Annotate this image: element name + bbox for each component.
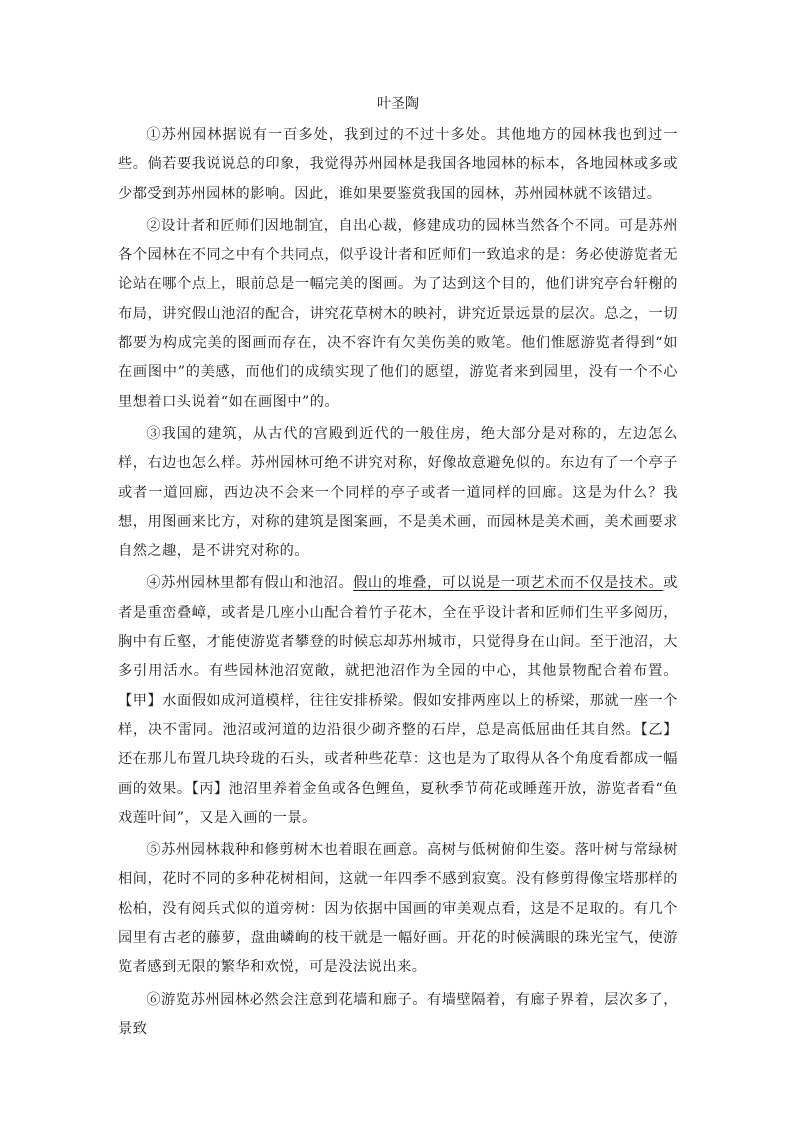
author-name: 叶圣陶 <box>377 96 419 112</box>
paragraph-4-lead: ④苏州园林里都有假山和池沼。 <box>146 575 354 592</box>
underlined-sentence: 假山的堆叠，可以说是一项艺术而不仅是技术。 <box>353 575 664 592</box>
paragraph-4-body: 或者是重峦叠嶂，或者是几座小山配合着竹子花木，全在乎设计者和匠师们生平多阅历，胸中有丘壑，才能使游览者攀登的时候忘却苏州城市，只觉得身在山间。至于池沼，大多引用活水。有些园林池沼宽敞，就把池沼作为全园的中心，其他景物配合着布置。【甲】水面假如成河道模样，往往安排桥梁。假如安排两座以上的桥梁，那就一座一个样，决不雷同。池沼或河道的边沿很少砌齐整的石岸，总是高低屈曲任其自然。【乙】还在那儿布置几块玲珑的石头，或者种些花草：这也是为了取得从各个角度看都成一幅画的效果。【丙】池沼里养着金鱼或各色鲤鱼，夏秋季节荷花或睡莲开放，游览者看“鱼戏莲叶间”，又是入画的一景。 <box>118 575 678 826</box>
paragraph-1: ①苏州园林据说有一百多处，我到过的不过十多处。其他地方的园林我也到过一些。倘若要我说说总的印象，我觉得苏州园林是我国各地园林的标本，各地园林或多或少都受到苏州园林的影响。因此，谁如果要鉴赏我国的园林，苏州园林就不该错过。 <box>118 127 678 202</box>
paragraph-4 <box>118 569 678 833</box>
document-page <box>118 92 678 1044</box>
paragraph-3: ③我国的建筑，从古代的宫殿到近代的一般住房，绝大部分是对称的，左边怎么样，右边也怎么样。苏州园林可绝不讲究对称，好像故意避免似的。东边有了一个亭子或者一道回廊，西边决不会来一个同样的亭子或者一道同样的回廊。这是为什么？我想，用图画来比方，对称的建筑是图案画，不是美术画，而园林是美术画，美术画要求自然之趣，是不讲究对称的。 <box>118 425 678 560</box>
paragraph-5: ⑤苏州园林栽种和修剪树木也着眼在画意。高树与低树俯仰生姿。落叶树与常绿树相间，花时不同的多种花树相间，这就一年四季不感到寂寞。没有修剪得像宝塔那样的松柏，没有阅兵式似的道旁树：因为依据中国画的审美观点看，这是不足取的。有几个园里有古老的藤萝，盘曲嶙峋的枝干就是一幅好画。开花的时候满眼的珠光宝气，使游览者感到无限的繁华和欢悦，可是没法说出来。 <box>118 842 678 976</box>
paragraph-2: ②设计者和匠师们因地制宜，自出心裁，修建成功的园林当然各个不同。可是苏州各个园林在不同之中有个共同点，似乎设计者和匠师们一致追求的是：务必使游览者无论站在哪个点上，眼前总是一幅完美的图画。为了达到这个目的，他们讲究亭台轩榭的布局，讲究假山池沼的配合，讲究花草树木的映衬，讲究近景远景的层次。总之，一切都要为构成完美的图画而存在，决不容许有欠美伤美的败笔。他们惟愿游览者得到“如在画图中”的美感，而他们的成绩实现了他们的愿望，游览者来到园里，没有一个不心里想着口头说着“如在画图中”的。 <box>118 217 678 410</box>
paragraph-6: ⑥游览苏州园林必然会注意到花墙和廊子。有墙壁隔着，有廊子界着，层次多了，景致 <box>118 991 678 1037</box>
